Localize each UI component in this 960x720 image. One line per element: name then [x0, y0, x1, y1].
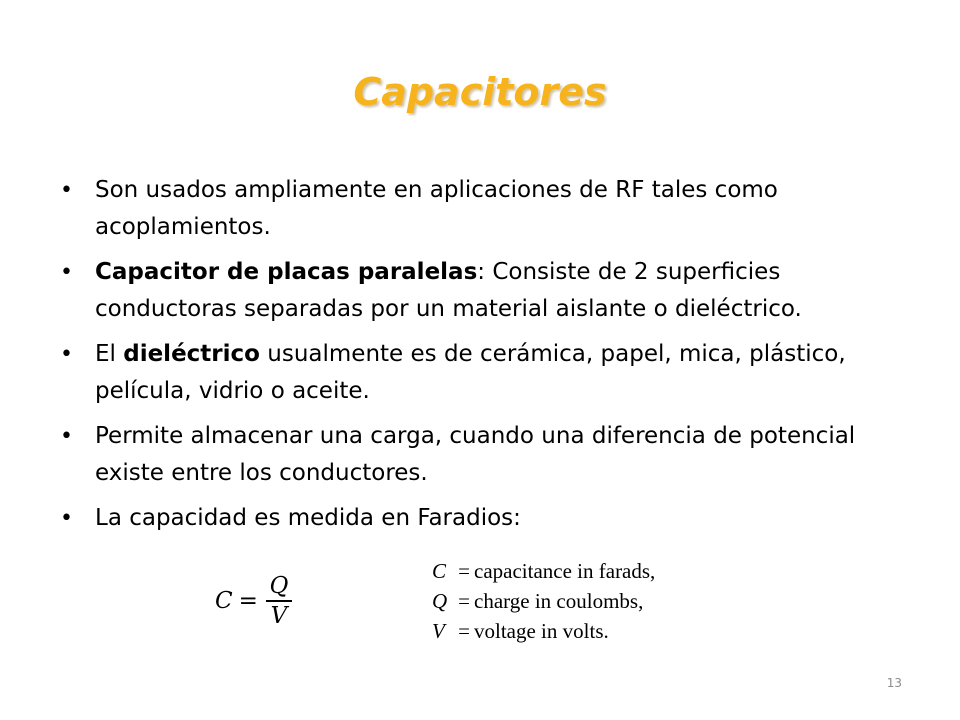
variable-definitions [432, 556, 655, 646]
formula-lhs: C [215, 587, 233, 614]
slide-title: Capacitores [353, 70, 607, 114]
definition-text: charge in coulombs, [474, 589, 644, 613]
definition-symbol: Q [432, 589, 448, 613]
formula-numerator: Q [269, 573, 289, 599]
formula-fraction [266, 572, 292, 630]
bullet-prefix: El [95, 341, 124, 367]
bullet-item [60, 500, 920, 537]
capacitance-formula [215, 572, 292, 630]
bullet-text: usualmente es de cerámica, papel, mica, plástico, película, vidrio o aceite. [95, 341, 846, 404]
bullet-item [60, 336, 920, 410]
page-number: 13 [886, 676, 902, 690]
definition-equals: = [458, 559, 470, 583]
bullet-text: La capacidad es medida en Faradios: [95, 505, 521, 531]
definition-text: voltage in volts. [474, 619, 609, 643]
bullet-list [60, 172, 920, 545]
definition-symbol: V [432, 619, 445, 643]
definition-row [432, 586, 655, 616]
formula-denominator: V [270, 602, 288, 629]
bullet-text: Son usados ampliamente en aplicaciones de RF tales como acoplamientos. [95, 177, 778, 240]
bullet-bold-term: Capacitor de placas paralelas [95, 259, 478, 285]
definition-equals: = [458, 589, 470, 613]
definition-text: capacitance in farads, [474, 559, 656, 583]
bullet-icon: • [60, 342, 73, 367]
bullet-text: : Consiste de 2 superficies conductoras separadas por un material aislante o dieléctrico. [95, 259, 802, 322]
definition-row [432, 616, 655, 646]
bullet-item [60, 418, 920, 492]
bullet-item [60, 254, 920, 328]
bullet-bold-term: dieléctrico [123, 341, 260, 367]
bullet-icon: • [60, 506, 73, 531]
definition-symbol: C [432, 559, 447, 583]
definition-row [432, 556, 655, 586]
bullet-item [60, 172, 920, 246]
bullet-text: Permite almacenar una carga, cuando una diferencia de potencial existe entre los conductores. [95, 423, 856, 486]
definition-equals: = [458, 619, 470, 643]
formula-equals: = [238, 587, 258, 614]
bullet-icon: • [60, 178, 73, 203]
bullet-icon: • [60, 424, 73, 449]
bullet-icon: • [60, 260, 73, 285]
